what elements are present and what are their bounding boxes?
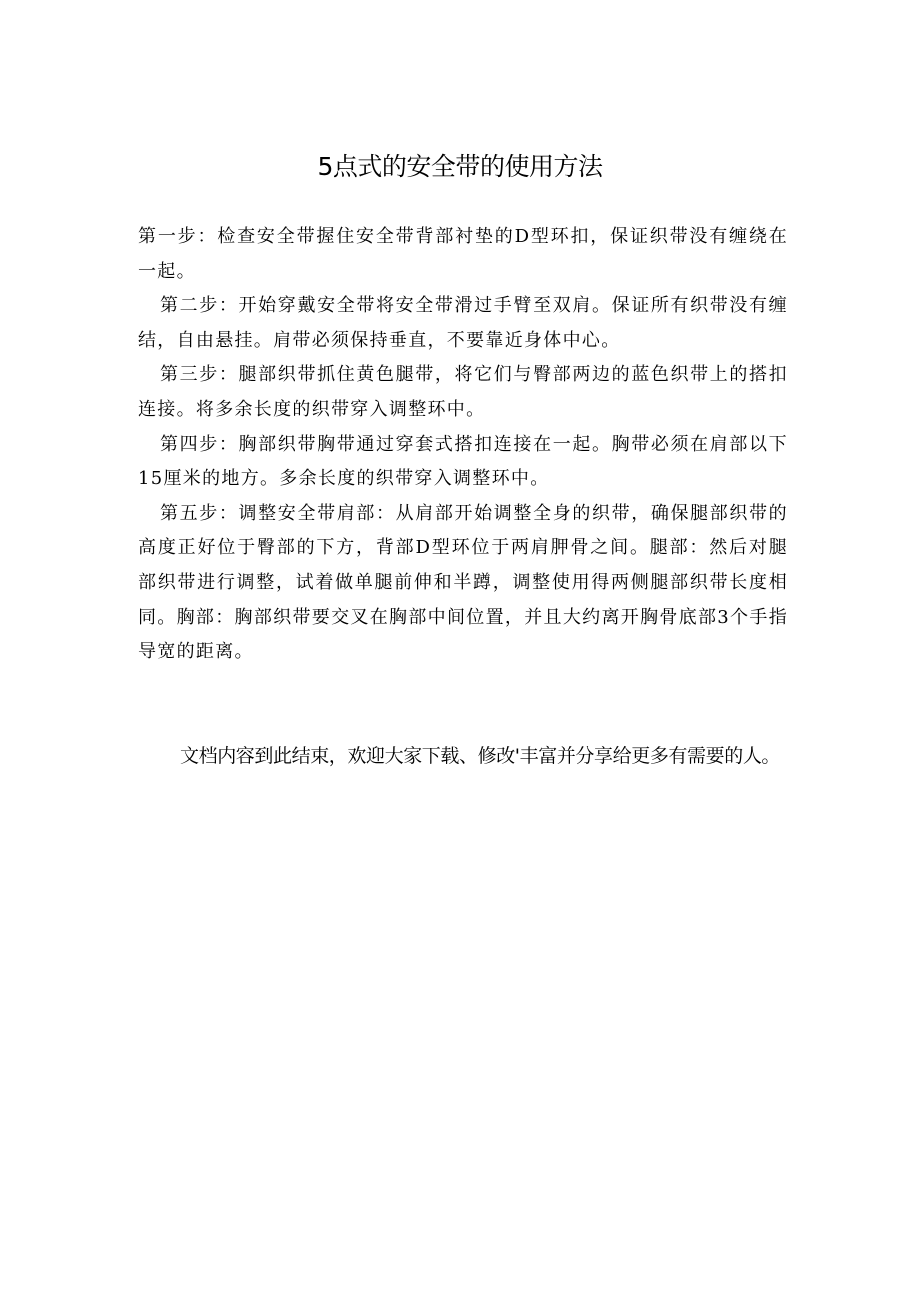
- document-body: [138, 220, 788, 670]
- step-3-paragraph: 第三步：腿部织带抓住黄色腿带，将它们与臀部两边的蓝色织带上的搭扣连接。将多余长度的织带穿入调整环中。: [138, 364, 788, 420]
- step-5-paragraph: 第五步：调整安全带肩部：从肩部开始调整全身的织带，确保腿部织带的高度正好位于臀部的下方，背部D型环位于两肩胛骨之间。腿部：然后对腿部织带进行调整，试着做单腿前伸和半蹲，调整使用得两侧腿部织带长度相同。胸部：胸部织带要交叉在胸部中间位置，并且大约离开胸骨底部3个手指导宽的距离。: [138, 502, 788, 663]
- closing-note: 文档内容到此结束，欢迎大家下载、修改'丰富并分享给更多有需要的人。: [180, 745, 781, 767]
- step-1-paragraph: 第一步：检查安全带握住安全带背部衬垫的D型环扣，保证织带没有缠绕在一起。: [138, 226, 788, 282]
- document-title: 5点式的安全带的使用方法: [317, 152, 603, 181]
- step-4-paragraph: 第四步：胸部织带胸带通过穿套式搭扣连接在一起。胸带必须在肩部以下15厘米的地方。多余长度的织带穿入调整环中。: [138, 433, 788, 490]
- step-2-paragraph: 第二步：开始穿戴安全带将安全带滑过手臂至双肩。保证所有织带没有缠结，自由悬挂。肩带必须保持垂直，不要靠近身体中心。: [138, 295, 788, 351]
